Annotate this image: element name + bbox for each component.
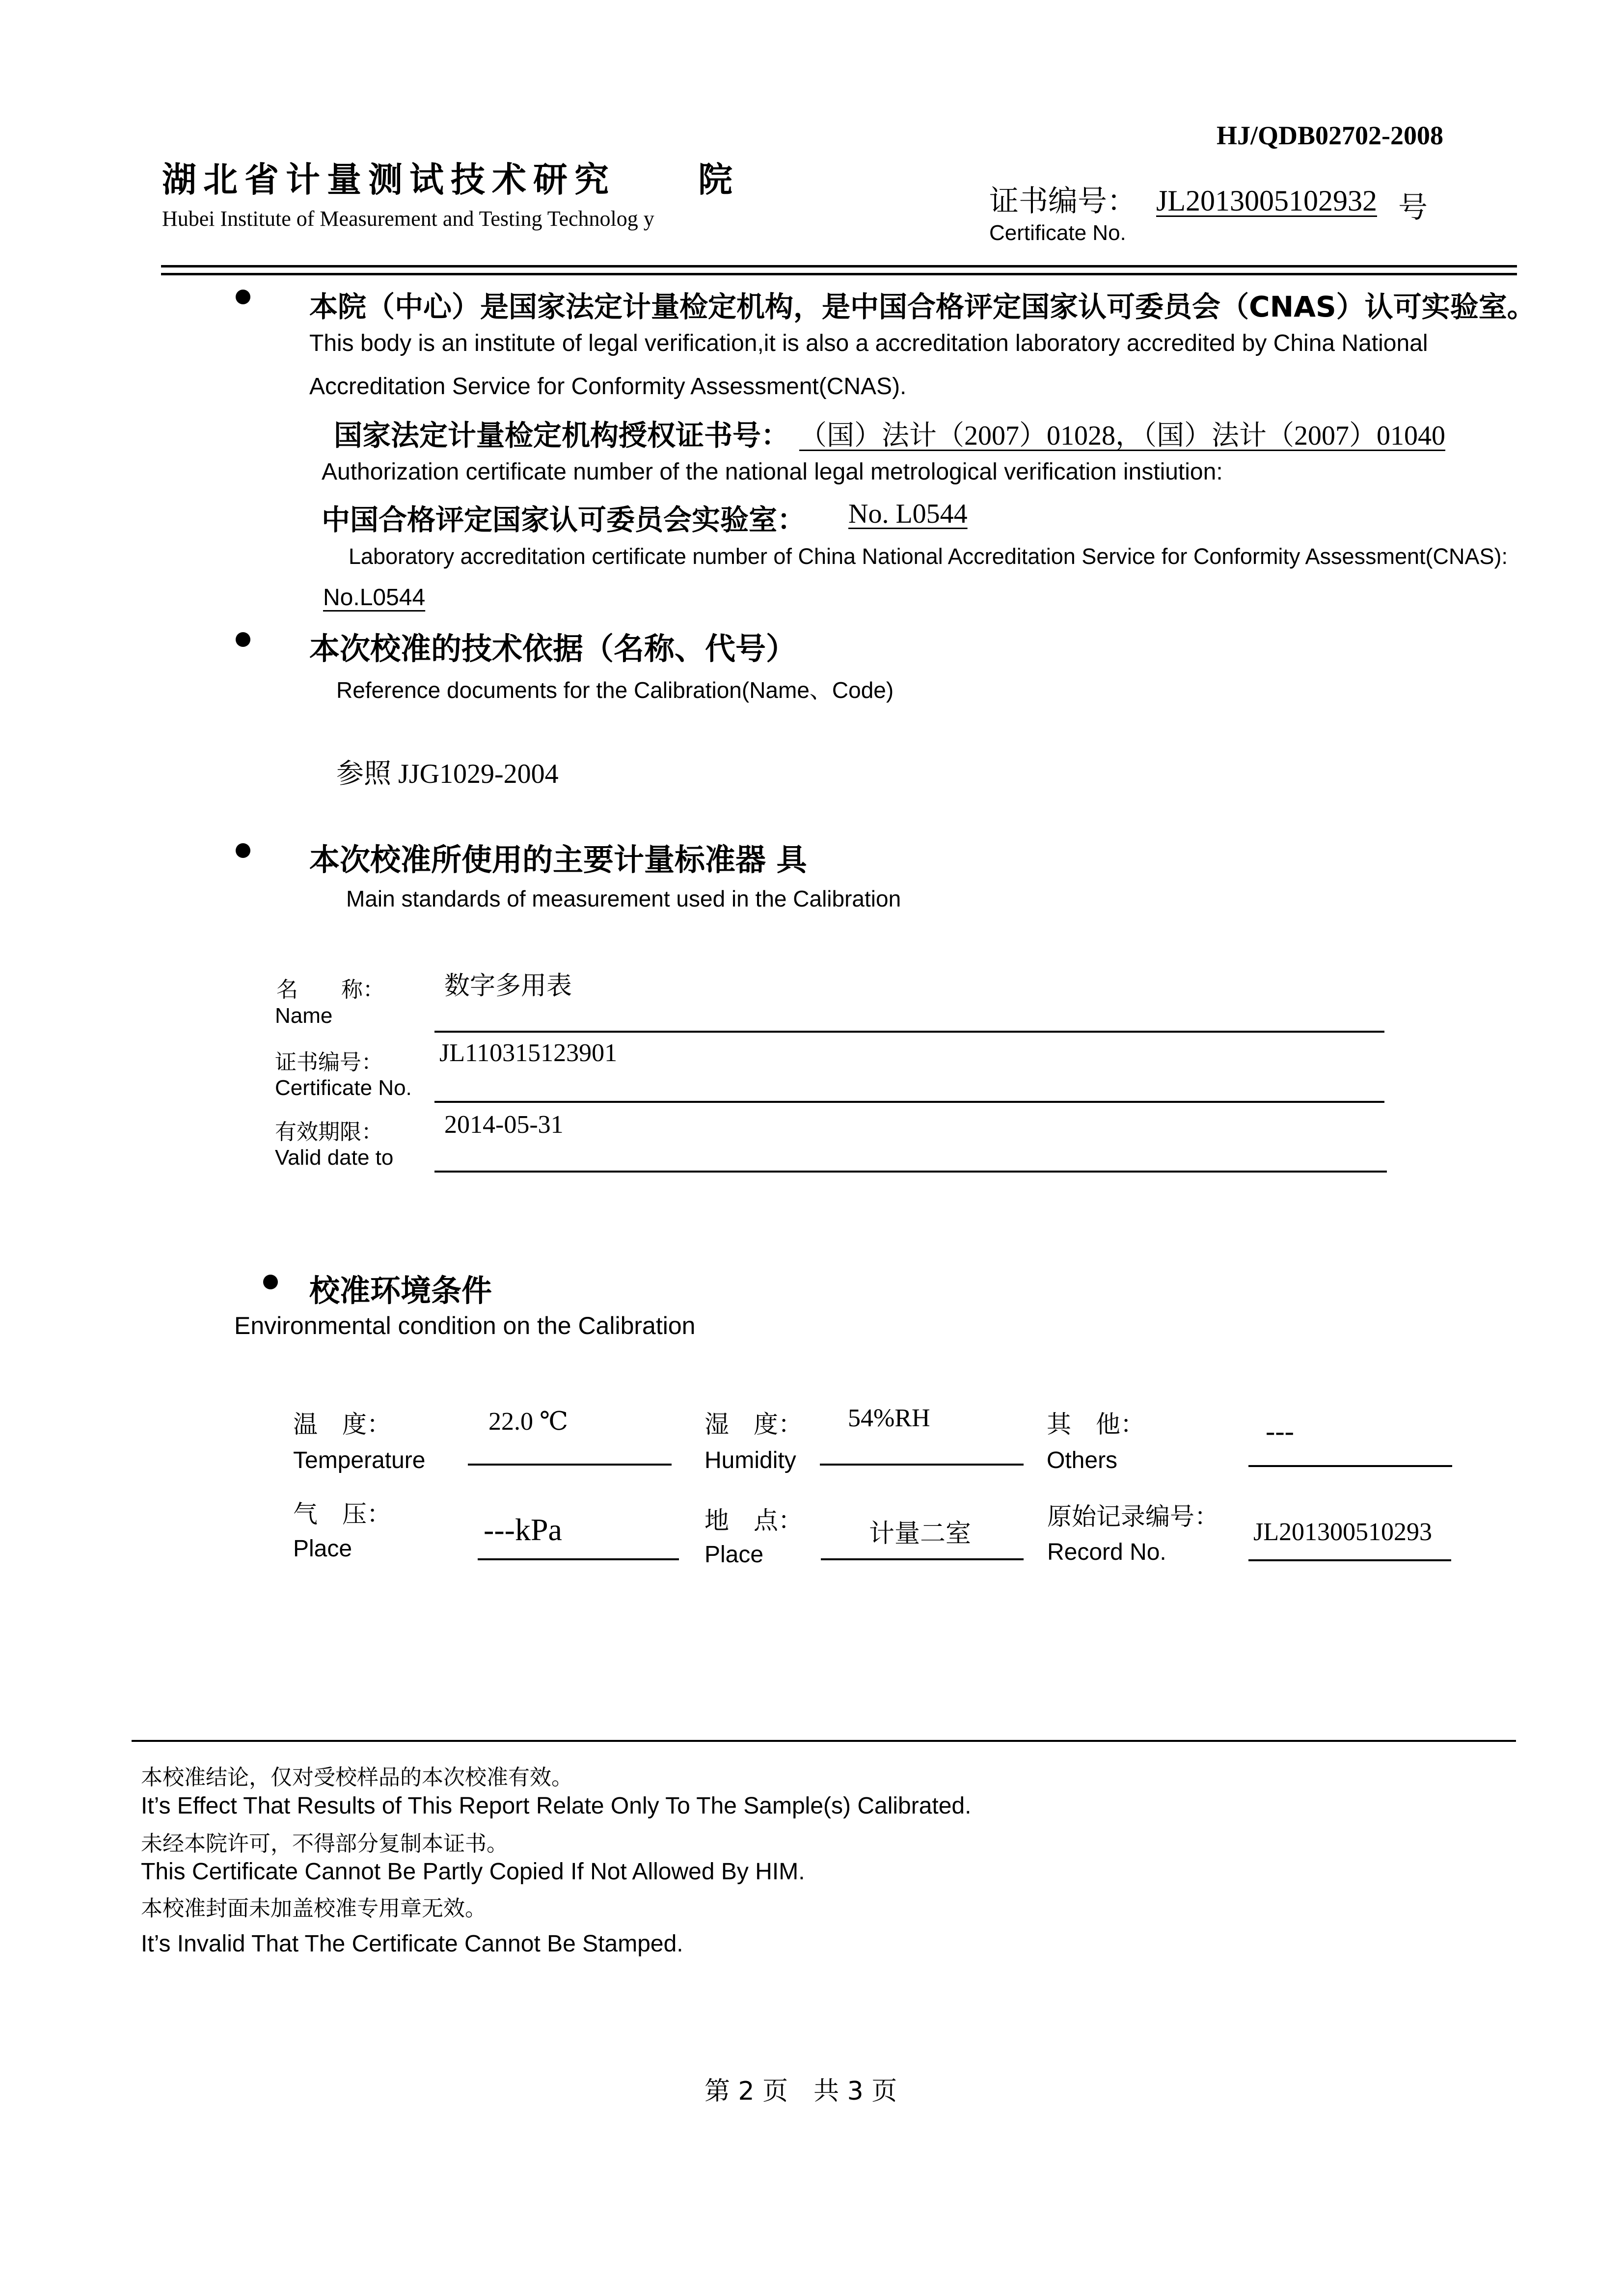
section1-heading-cn: 本院（中心）是国家法定计量检定机构，是中国合格评定国家认可委员会（CNAS）认可实验室。 — [309, 290, 1536, 323]
bullet-icon — [236, 843, 250, 858]
section4-heading-cn: 校准环境条件 — [309, 1273, 492, 1308]
header-rule-top — [161, 265, 1517, 267]
others-label-en: Others — [1047, 1447, 1118, 1473]
cert-no-value: JL2013005102932 — [1156, 185, 1377, 217]
institute-name-en: Hubei Institute of Measurement and Testing Technolog y — [162, 207, 654, 231]
page-number: 第 2 页 共 3 页 — [704, 2077, 897, 2106]
standard-cert-value: JL110315123901 — [439, 1039, 618, 1067]
others-label-cn: 其 他： — [1047, 1410, 1145, 1439]
section1-heading-en-line2: Accreditation Service for Conformity Assessment(CNAS). — [309, 374, 907, 400]
institute-name-cn: 湖北省计量测试技术研究 院 — [162, 160, 739, 200]
cert-no-label-en: Certificate No. — [989, 221, 1126, 245]
lab-accred-en: Laboratory accreditation certificate number of China National Accreditation Service for Conformity Assessment(CNAS): — [349, 544, 1508, 569]
standard-valid-label-cn: 有效期限： — [275, 1120, 383, 1145]
note1-en: It’s Effect That Results of This Report Relate Only To The Sample(s) Calibrated. — [141, 1793, 972, 1819]
note2-cn: 未经本院许可，不得部分复制本证书。 — [141, 1831, 508, 1856]
lab-accred-en-no: No.L0544 — [323, 585, 426, 611]
note2-en: This Certificate Cannot Be Partly Copied If Not Allowed By HIM. — [141, 1859, 805, 1885]
standard-name-label-en: Name — [275, 1004, 333, 1028]
pressure-label-en: Place — [293, 1536, 352, 1562]
record-value: JL201300510293 — [1253, 1518, 1432, 1546]
standard-name-value: 数字多用表 — [444, 971, 572, 1001]
cert-no-label-cn: 证书编号： — [989, 184, 1137, 218]
bullet-icon — [263, 1275, 278, 1289]
lab-accred-value: No. L0544 — [848, 499, 968, 529]
header-rule-bottom — [161, 273, 1517, 275]
humidity-label-en: Humidity — [704, 1447, 796, 1473]
document-code: HJ/QDB02702-2008 — [1217, 121, 1444, 150]
temperature-label-en: Temperature — [293, 1447, 426, 1473]
field-underline — [434, 1171, 1387, 1173]
footer-rule — [132, 1740, 1516, 1742]
humidity-label-cn: 湿 度： — [704, 1410, 803, 1439]
auth-cert-value: （国）法计（2007）01028，（国）法计（2007）01040 — [799, 421, 1445, 451]
note3-en: It’s Invalid That The Certificate Cannot Be Stamped. — [141, 1931, 683, 1957]
auth-cert-label-cn: 国家法定计量检定机构授权证书号： — [334, 419, 790, 452]
pressure-value: ---kPa — [484, 1512, 562, 1547]
reference-document: 参照 JJG1029-2004 — [336, 759, 559, 789]
field-underline — [478, 1558, 679, 1560]
place-value: 计量二室 — [869, 1519, 972, 1548]
place-label-en: Place — [704, 1542, 764, 1568]
humidity-value: 54%RH — [848, 1404, 930, 1432]
cert-no-suffix: 号 — [1398, 190, 1428, 225]
field-underline — [434, 1031, 1384, 1033]
section3-heading-en: Main standards of measurement used in the Calibration — [346, 886, 901, 911]
field-underline — [434, 1101, 1384, 1103]
bullet-icon — [236, 632, 250, 647]
section3-heading-cn: 本次校准所使用的主要计量标准器 具 — [309, 842, 807, 878]
standard-name-label-cn: 名 称： — [276, 977, 384, 1002]
bullet-icon — [236, 290, 250, 304]
standard-cert-label-en: Certificate No. — [275, 1076, 412, 1100]
record-label-en: Record No. — [1047, 1539, 1166, 1565]
field-underline — [1248, 1465, 1452, 1467]
section4-heading-en: Environmental condition on the Calibration — [234, 1312, 696, 1339]
field-underline — [1248, 1559, 1451, 1561]
temperature-value: 22.0 ℃ — [488, 1408, 568, 1436]
note3-cn: 本校准封面未加盖校准专用章无效。 — [141, 1896, 487, 1921]
temperature-label-cn: 温 度： — [293, 1410, 391, 1439]
auth-cert-en: Authorization certificate number of the national legal metrological verification instiution: — [322, 459, 1223, 485]
place-label-cn: 地 点： — [704, 1506, 803, 1535]
standard-valid-label-en: Valid date to — [275, 1146, 394, 1170]
standard-cert-label-cn: 证书编号： — [275, 1050, 383, 1075]
note1-cn: 本校准结论，仅对受校样品的本次校准有效。 — [141, 1765, 573, 1790]
field-underline — [468, 1464, 672, 1466]
section2-heading-cn: 本次校准的技术依据（名称、代号） — [309, 631, 797, 667]
section2-heading-en: Reference documents for the Calibration(Name、Code) — [336, 677, 894, 703]
record-label-cn: 原始记录编号： — [1047, 1502, 1219, 1531]
field-underline — [821, 1558, 1024, 1560]
field-underline — [820, 1464, 1024, 1466]
standard-valid-value: 2014-05-31 — [444, 1111, 564, 1139]
pressure-label-cn: 气 压： — [293, 1500, 391, 1528]
section1-heading-en-line1: This body is an institute of legal verification,it is also a accreditation laboratory accredited by China National — [309, 330, 1428, 356]
lab-accred-label-cn: 中国合格评定国家认可委员会实验室： — [322, 503, 806, 536]
others-value: --- — [1266, 1415, 1294, 1447]
